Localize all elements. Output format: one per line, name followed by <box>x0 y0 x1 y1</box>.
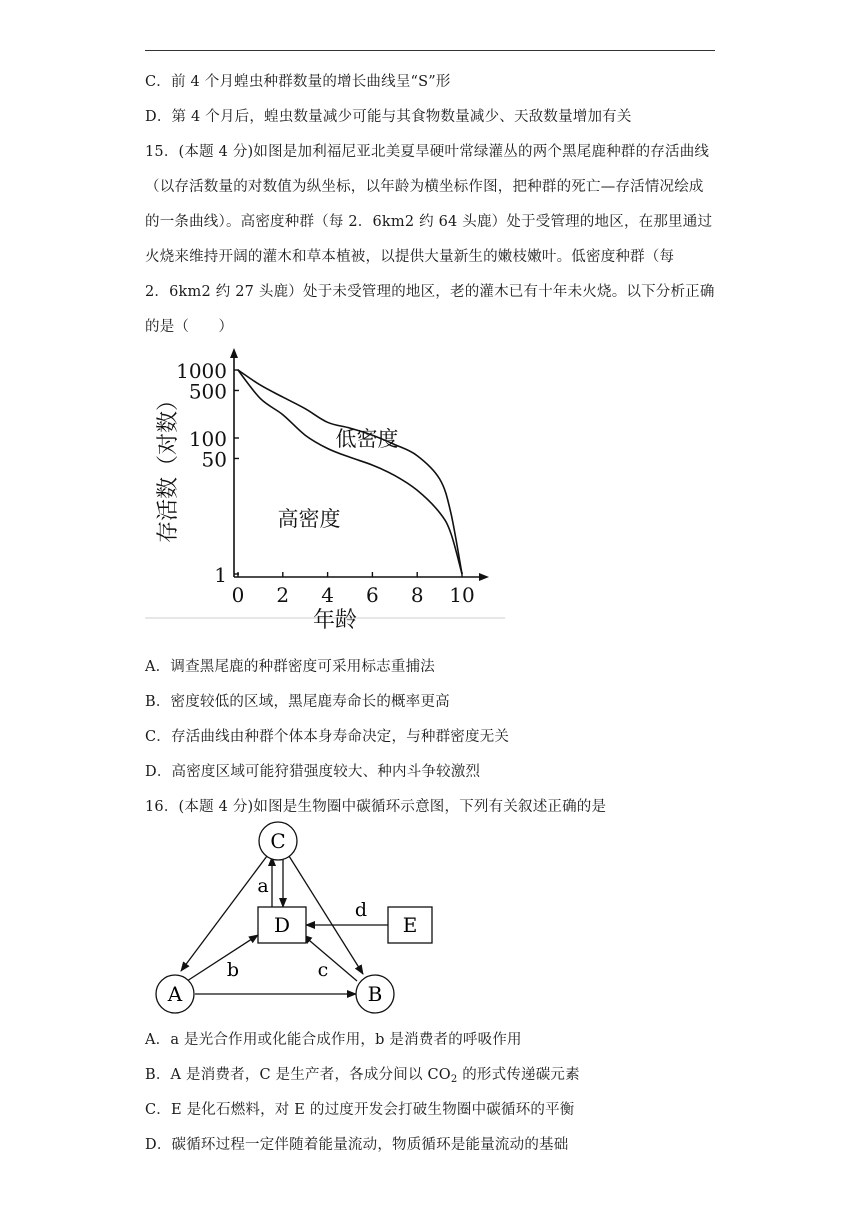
q15-stem-line-3: 的一条曲线）。高密度种群（每 2．6km2 约 64 头鹿）处于受管理的地区，在那里通过 <box>145 214 713 230</box>
q16-option-c: C．E 是化石燃料，对 E 的过度开发会打破生物圈中碳循环的平衡 <box>145 1102 575 1118</box>
q15-stem-line-2: （以存活数量的对数值为纵坐标，以年龄为横坐标作图，把种群的死亡—存活情况绘成 <box>145 179 704 195</box>
series-line-low-density <box>238 370 462 574</box>
x-axis-arrow <box>479 573 489 581</box>
series-label-low-density: 低密度 <box>335 427 399 451</box>
y-axis-arrow <box>230 348 238 358</box>
q15-stem-line-5: 2．6km2 约 27 头鹿）处于未受管理的地区，老的灌木已有十年未火烧。以下分析正确 <box>145 284 715 300</box>
q15-option-b: B．密度较低的区域，黑尾鹿寿命长的概率更高 <box>145 694 450 710</box>
q16-option-b-subscript: 2 <box>450 1074 458 1085</box>
node-e-label: E <box>402 913 418 937</box>
y-tick-label: 1000 <box>176 359 227 383</box>
q15-option-d: D．高密度区域可能狩猎强度较大、种内斗争较激烈 <box>145 764 481 780</box>
survival-curve-chart <box>145 340 505 635</box>
x-tick-label: 6 <box>366 583 379 607</box>
q15-stem-line-6: 的是（ ） <box>145 319 234 335</box>
q16-option-b <box>145 1065 580 1090</box>
edge-label-d: d <box>354 899 368 921</box>
edge-label-b: b <box>226 959 240 981</box>
x-tick-label: 8 <box>410 583 424 607</box>
y-tick-label: 50 <box>201 447 227 472</box>
node-c-label: C <box>270 829 286 853</box>
series-label-high-density: 高密度 <box>277 507 341 531</box>
node-a-label: A <box>167 982 183 1006</box>
edge-label-a: a <box>257 875 269 897</box>
carbon-cycle-diagram <box>145 818 445 1018</box>
x-axis-label: 年龄 <box>312 608 358 633</box>
y-tick-label: 100 <box>188 427 227 451</box>
x-tick-label: 10 <box>449 583 475 607</box>
q15-stem-line-4: 火烧来维持开阔的灌木和草本植被，以提供大量新生的嫩枝嫩叶。低密度种群（每 <box>145 249 675 265</box>
y-tick-label: 500 <box>188 379 227 404</box>
edge-b-to-d <box>303 935 357 981</box>
q16-option-b-text: B．A 是消费者，C 是生产者，各成分间以 CO <box>145 1067 451 1083</box>
x-tick-label: 4 <box>321 583 334 607</box>
node-b-label: B <box>367 982 383 1006</box>
y-axis-label: 存活数（对数） <box>156 388 181 544</box>
node-d-label: D <box>273 913 291 937</box>
q15-stem-line-1: 15．(本题 4 分)如图是加利福尼亚北美夏旱硬叶常绿灌丛的两个黑尾鹿种群的存活曲线 <box>145 144 710 160</box>
q16-option-b-text-end: 的形式传递碳元素 <box>457 1067 580 1083</box>
q16-option-d: D．碳循环过程一定伴随着能量流动，物质循环是能量流动的基础 <box>145 1137 569 1153</box>
x-tick-label: 0 <box>231 583 245 607</box>
series-line-high-density <box>238 370 462 574</box>
q16-stem: 16．(本题 4 分)如图是生物圈中碳循环示意图，下列有关叙述正确的是 <box>145 799 607 815</box>
q15-option-a: A．调查黑尾鹿的种群密度可采用标志重捕法 <box>145 659 435 675</box>
q15-option-c: C．存活曲线由种群个体本身寿命决定，与种群密度无关 <box>145 729 510 745</box>
x-tick-label: 2 <box>276 583 290 607</box>
y-tick-label: 1 <box>214 563 227 587</box>
edge-a-to-d <box>187 935 258 981</box>
q14-option-d: D．第 4 个月后，蝗虫数量减少可能与其食物数量减少、天敌数量增加有关 <box>145 109 632 125</box>
edge-label-c: c <box>317 959 329 981</box>
q14-option-c: C．前 4 个月蝗虫种群数量的增长曲线呈“S”形 <box>145 74 451 90</box>
q16-option-a: A．a 是光合作用或化能合成作用，b 是消费者的呼吸作用 <box>145 1032 522 1048</box>
edge-c-to-a <box>181 856 267 971</box>
header-rule <box>145 50 715 51</box>
